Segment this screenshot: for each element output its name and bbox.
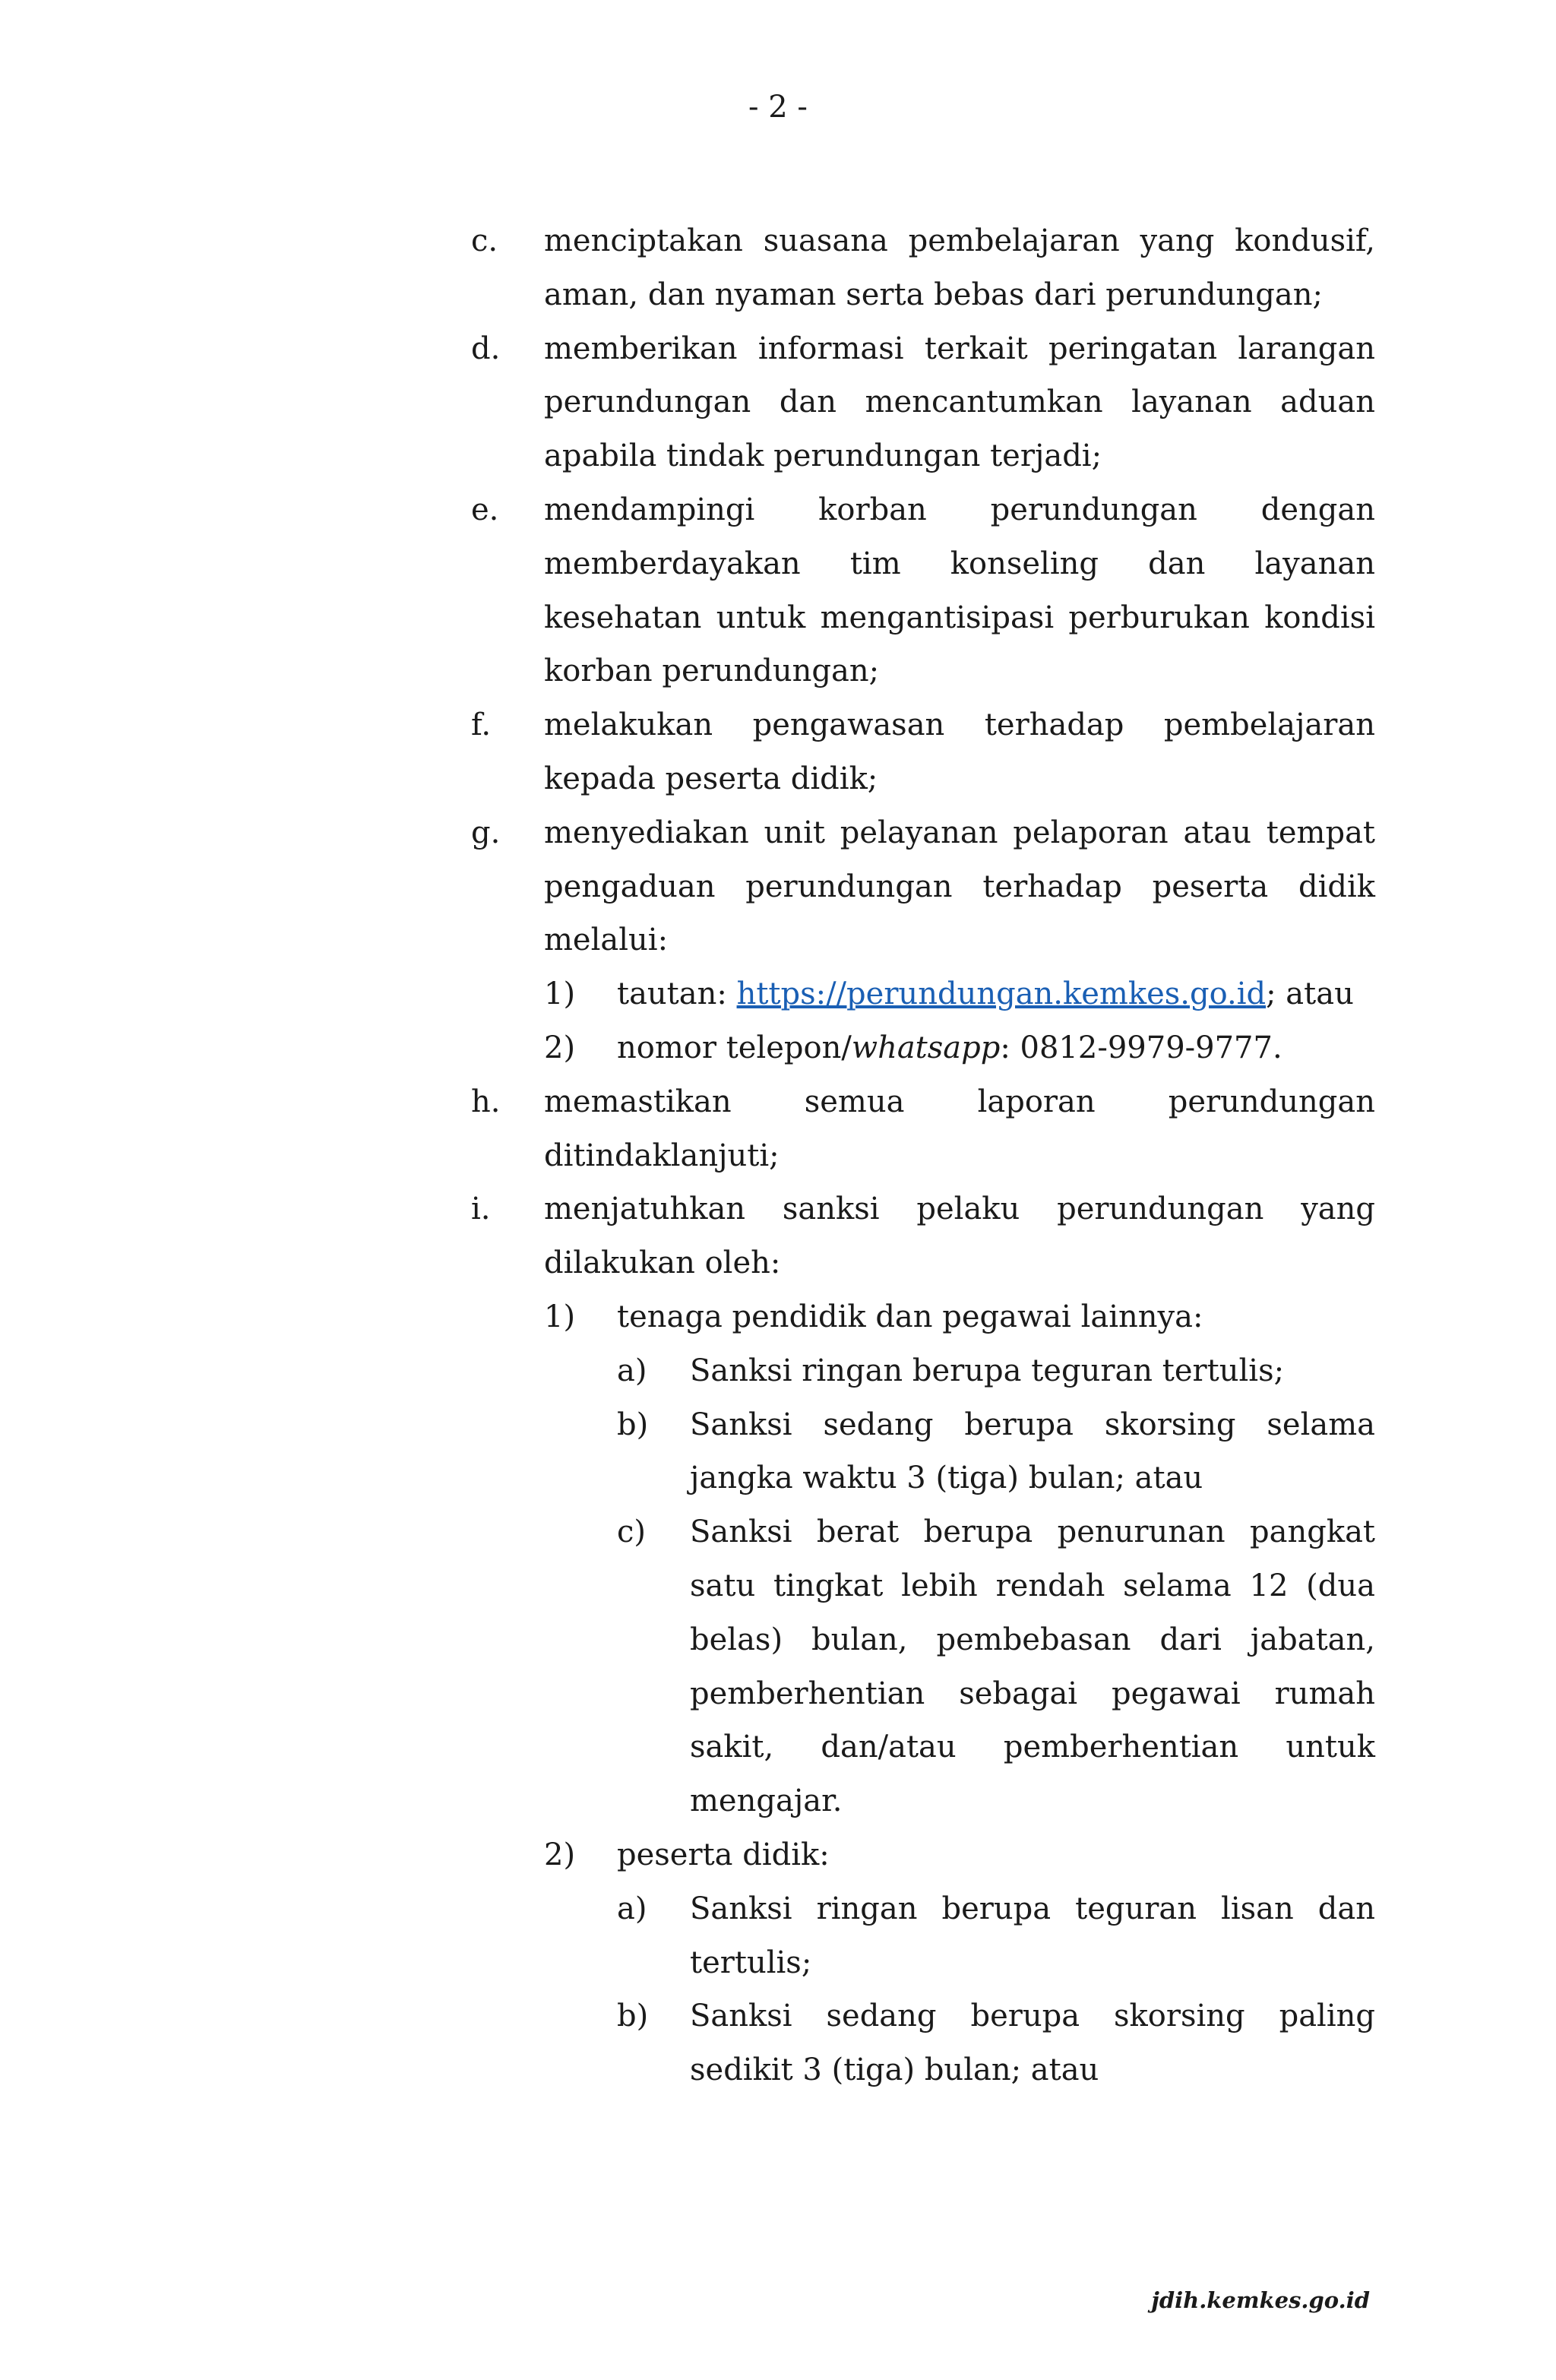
item-marker: e. (471, 492, 499, 527)
phone-italic: whatsapp (851, 1030, 1001, 1065)
sub-item-marker: 2) (544, 1837, 576, 1872)
phone-prefix: nomor telepon/ (617, 1030, 852, 1065)
item-text: menyediakan unit pelayanan pelaporan atau tempat pengaduan perundungan terhadap peserta didik melalui: (544, 815, 1375, 958)
sub-item-text: peserta didik: (617, 1837, 830, 1872)
link-prefix: tautan: (617, 976, 737, 1012)
list-item (471, 806, 1375, 1075)
sub-item (544, 1828, 1375, 2097)
sanction-marker: b) (617, 1407, 649, 1442)
item-marker: g. (471, 815, 501, 850)
list-item (471, 1075, 1375, 1183)
sanction-text: Sanksi ringan berupa teguran tertulis; (690, 1353, 1285, 1388)
report-link[interactable]: https://perundungan.kemkes.go.id (736, 976, 1267, 1012)
sanction-marker: a) (617, 1891, 647, 1926)
sub-item-text: tenaga pendidik dan pegawai lainnya: (617, 1299, 1203, 1334)
sub-item-marker: 2) (544, 1030, 576, 1065)
sanction-marker: c) (617, 1514, 647, 1550)
sub-item-marker: 1) (544, 1299, 576, 1334)
item-marker: d. (471, 331, 501, 366)
item-marker: h. (471, 1084, 501, 1119)
sanction-text: Sanksi ringan berupa teguran lisan dan tertulis; (690, 1891, 1375, 1980)
sanction-item (617, 1882, 1375, 1990)
sub-item-text (617, 1021, 1375, 1075)
sub-item-marker: 1) (544, 976, 576, 1012)
footer-source: jdih.kemkes.go.id (1151, 2287, 1370, 2313)
item-text: mendampingi korban perundungan dengan memberdayakan tim konseling dan layanan kesehatan untuk mengantisipasi perburukan kondisi korban perundungan; (544, 492, 1375, 689)
sanction-item (617, 1398, 1375, 1506)
item-text: menjatuhkan sanksi pelaku perundungan yang dilakukan oleh: (544, 1192, 1375, 1281)
item-marker: c. (471, 223, 498, 258)
item-marker: f. (471, 707, 492, 743)
link-suffix: ; atau (1266, 976, 1354, 1012)
sanction-item (617, 1505, 1375, 1828)
sanction-text: Sanksi sedang berupa skorsing paling sedikit 3 (tiga) bulan; atau (690, 1999, 1375, 2088)
sanction-item (617, 1344, 1375, 1398)
sanction-item (617, 1989, 1375, 2097)
sub-item (544, 1021, 1375, 1075)
list-item (471, 1182, 1375, 2097)
sanction-marker: a) (617, 1353, 647, 1388)
item-text: memastikan semua laporan perundungan ditindaklanjuti; (544, 1084, 1375, 1173)
item-list (471, 214, 1375, 2097)
sanction-marker: b) (617, 1999, 649, 2034)
list-item (471, 698, 1375, 806)
item-text: menciptakan suasana pembelajaran yang kondusif, aman, dan nyaman serta bebas dari perundungan; (544, 223, 1375, 312)
phone-number: : 0812-9979-9777. (1000, 1030, 1282, 1065)
item-text: memberikan informasi terkait peringatan larangan perundungan dan mencantumkan layanan aduan apabila tindak perundungan terjadi; (544, 331, 1375, 474)
list-item (471, 322, 1375, 483)
list-item (471, 214, 1375, 322)
item-text: melakukan pengawasan terhadap pembelajaran kepada peserta didik; (544, 707, 1375, 796)
page-number: - 2 - (748, 90, 808, 125)
sub-item-text (617, 967, 1375, 1021)
sanction-text: Sanksi berat berupa penurunan pangkat satu tingkat lebih rendah selama 12 (dua belas) bulan, pembebasan dari jabatan, pemberhentian sebagai pegawai rumah sakit, dan/atau pemberhentian untuk mengajar. (690, 1514, 1375, 1819)
sanction-text: Sanksi sedang berupa skorsing selama jangka waktu 3 (tiga) bulan; atau (690, 1407, 1375, 1496)
item-marker: i. (471, 1192, 491, 1227)
sub-item (544, 967, 1375, 1021)
sub-item (544, 1290, 1375, 1828)
list-item (471, 483, 1375, 698)
